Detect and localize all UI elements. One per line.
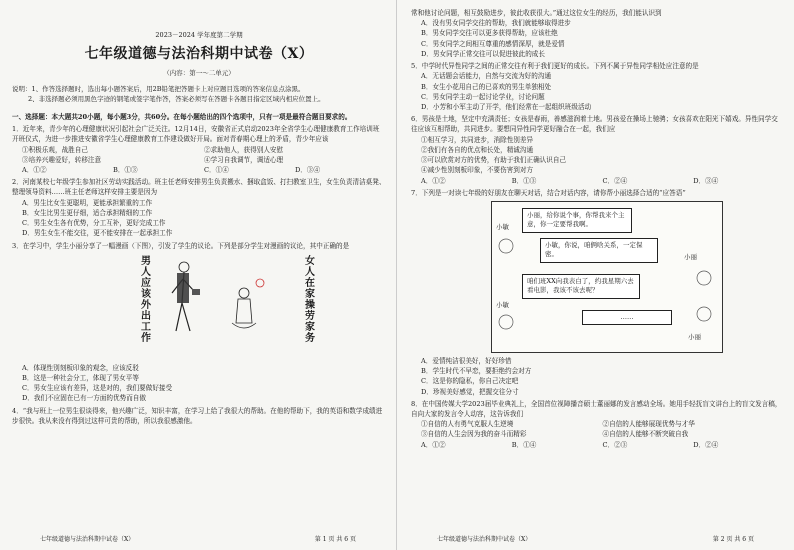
answer-options (12, 165, 386, 175)
exam-scope: （内容：第一～二单元） (163, 68, 235, 77)
statement: ③培养兴趣爱好，转移注意 (22, 155, 102, 164)
speech-bubble: 小敏，你说，咱俩啥关系，一定保密。 (540, 238, 658, 263)
speech-bubble: 咱们班XX向我表白了，约我星期六去看电影，我该不该去呢？ (522, 274, 640, 299)
option: C．②③ (602, 440, 628, 449)
question-6 (411, 114, 784, 186)
statement: ③自信的人生会因为我的奋斗而精彩 (421, 430, 527, 439)
speech-bubble: …… (582, 310, 672, 325)
statement: ②我们有各自的优点和长处，精诚沟通 (421, 145, 534, 154)
option: B．这是一种社会分工，体现了男女平等 (22, 374, 139, 382)
question-stem: 5．中学时代异性同学之间的正常交往有利于我们更好的成长。下列不属于异性同学相处应注意的是 (411, 62, 699, 71)
option: B．①③ (113, 166, 138, 175)
option: B．①③ (511, 176, 537, 185)
page-number: 第 2 页 共 6 页 (712, 535, 754, 543)
statement: ②自信的人能够展现优势与才华 (602, 420, 695, 429)
option: A．男生比女生更聪明，更能承担繁重的工作 (22, 198, 153, 207)
option: A．①② (421, 176, 446, 185)
statement: ①相互学习，共同进步，消除性别差异 (421, 135, 534, 144)
speaker-name: 小敏 (496, 222, 509, 231)
question-4-continuation: 常和他讨论问题，相互鼓励进步，彼此收获很大。”通过这位女生的经历，我们能认识到 (411, 9, 662, 17)
statement: ④减少性别刻板印象，不要伤害到对方 (421, 166, 534, 175)
statement-list (411, 419, 784, 439)
page-footer (0, 535, 396, 544)
speech-bubble: 小丽，给你说个事，你帮我来个主意，你一定要帮我啊。 (522, 208, 632, 233)
question-8 (411, 399, 784, 450)
option: A．无话题会话能力，自然与交流为好的沟通 (421, 72, 552, 81)
question-7 (411, 188, 784, 397)
option: C．①④ (204, 166, 229, 175)
option: B．男女同学交往可以更多获得帮助，应该杜绝 (421, 29, 558, 38)
option: A．①② (421, 440, 446, 449)
option: B．①④ (511, 440, 537, 449)
statement: ①自信的人有勇气克服人生逆境 (421, 420, 514, 429)
answer-options (411, 176, 784, 186)
instructions-label: 说明： (12, 84, 32, 93)
option: C．这是你的隐私，你自己决定吧 (421, 377, 519, 386)
question-5 (411, 61, 784, 112)
statement: ④自信的人能够不断突破自我 (602, 430, 689, 439)
page-number: 第 1 页 共 6 页 (314, 535, 356, 543)
option: C．男女同学主动一起讨论学业，讨论问题 (421, 92, 545, 101)
option: B．女生小花用自己的已喜欢的男生单独相处 (421, 82, 552, 91)
option: C．②④ (602, 176, 628, 185)
option: B．女生比男生更仔细，适合承担精细的工作 (22, 208, 153, 217)
comic-illustration (132, 253, 347, 363)
question-3 (12, 241, 386, 404)
option: D．男女同学正常交往可以促进彼此的成长 (421, 49, 545, 58)
question-stem: 2．河南某校七年级学生参加社区劳动实践活动。班主任老师安排男生负责搬水、捆取盒饭、打扫教室卫生，女生负责清洁桌凳、整理领导资料……班主任老师这样安排主要是因为 (12, 178, 386, 197)
question-1 (12, 124, 386, 175)
question-stem: 3．在学习中，学生小丽分享了一幅漫画（下图），引发了学生的议论。下列是部分学生对漫画的议论，其中正确的是 (12, 241, 350, 250)
question-stem: 8．在中国传媒大学2023届毕业典礼上，全国首位视障播音硕士董丽娜的发言感动全场。她用手轻抚盲文讲台上的盲文发言稿，自向大家的发言令人动容，这告诉我们 (411, 399, 782, 419)
question-2 (12, 177, 386, 238)
option: B．学生时代不早恋，要拒绝约会对方 (421, 367, 532, 376)
option: A．爱情纯洁很美好，好好珍惜 (421, 356, 512, 365)
question-stem: 6．男孩是土地，坚定中充满责任；女孩是春雨，善感滋润着土地。男孩爱在操场上驰骋；女孩喜欢在阳光下嬉戏。异性同学交往应该互相帮助，共同进步。要想同异性同学更好融合在一起，我们应 (411, 115, 778, 134)
option: D．男生女生不能交往，更不能安排在一起承担工作 (22, 229, 173, 238)
option: D．珍视美好感觉，把握交往分寸 (421, 387, 519, 396)
option: C．男女生应该有差异，这是对的，我们要做好接受 (22, 384, 173, 393)
question-stem: 7．下列是一对读七年级的好朋友在聊天对话，结合对话内容，请你帮小丽选择合适的“应答语” (411, 188, 686, 197)
exam-page-2 (397, 0, 794, 550)
caption-left: 男人应该外出工作 (138, 254, 150, 343)
instruction-2: 2、非选择题必须用黑色字迹的钢笔或签字笔作答，答案必须写在答题卡各题目指定区域内相应位置上。 (28, 94, 325, 103)
statement: ③可以欣赏对方的优势，有助于我们正确认识自己 (421, 156, 567, 165)
option: D．②④ (693, 440, 719, 449)
speaker-name: 小丽 (688, 332, 701, 341)
option: D．小芳和小军主动了开学，他们经常在一起组织班级活动 (421, 102, 592, 111)
question-stem: 1．近年来，青少年的心理健康状况引起社会广泛关注。12月14日，安徽省正式启动2023年全省学生心理健康教育工作培训班开班仪式，为进一步推进安徽省学生心理健康教育工作建设做好开局。面对青春期心理上的矛盾，青少年应该 (12, 125, 380, 144)
option: A．体现性别刻板印象的观念，应该反驳 (22, 363, 139, 372)
statement: ②求助他人，获得别人安慰 (204, 145, 284, 154)
instructions (12, 84, 386, 104)
dialogue-comic (491, 201, 723, 353)
instruction-1: 1、作答选择题时，选出每小题答案后，用2B铅笔把答题卡上对应题目选项的答案信息点涂黑。 (31, 84, 305, 93)
statement-list (12, 145, 386, 165)
option: C．男女同学之间相互尊重的感情深厚，就是爱情 (421, 39, 565, 48)
exam-title: 七年级道德与法治科期中试卷（X） (84, 46, 314, 63)
option: D．我们不应固在已有一方面的优势而自傲 (22, 394, 146, 403)
speaker-name: 小敏 (496, 300, 509, 309)
option: C．男生女生各有优势，分工互补，更好完成工作 (22, 219, 166, 228)
option: D．③④ (295, 166, 321, 175)
semester-line: 2023－2024 学年度第二学期 (155, 31, 243, 39)
statement: ①积极乐观，战胜自己 (22, 145, 88, 154)
question-4: 4．“我与班上一位男生很谈得来，他兴趣广泛，知识丰富，在学习上给了我很大的帮助。在他的帮助下，我的英语和数学成绩进步很快。我从来没有得到过这样可贵的帮助，所以我很感激他。 (12, 406, 383, 425)
speaker-name: 小丽 (684, 252, 697, 261)
answer-options (411, 440, 784, 450)
footer-title: 七年级道德与法治科期中试卷（X） (40, 535, 135, 543)
section-title: 一、选择题：本大题共20小题，每小题3分，共60分。在每小题给出的四个选项中，只有一项是最符合题目要求的。 (12, 112, 352, 121)
statement: ④学习自我调节，调适心理 (204, 155, 284, 164)
option: A．①② (22, 166, 47, 175)
footer-title: 七年级道德与法治科期中试卷（X） (437, 535, 532, 543)
option: A．没有男女同学交往的帮助，我们就能够取得进步 (421, 19, 571, 28)
option: D．③④ (693, 176, 719, 185)
page-footer (397, 535, 794, 544)
caption-right: 女人在家操劳家务 (302, 254, 314, 343)
